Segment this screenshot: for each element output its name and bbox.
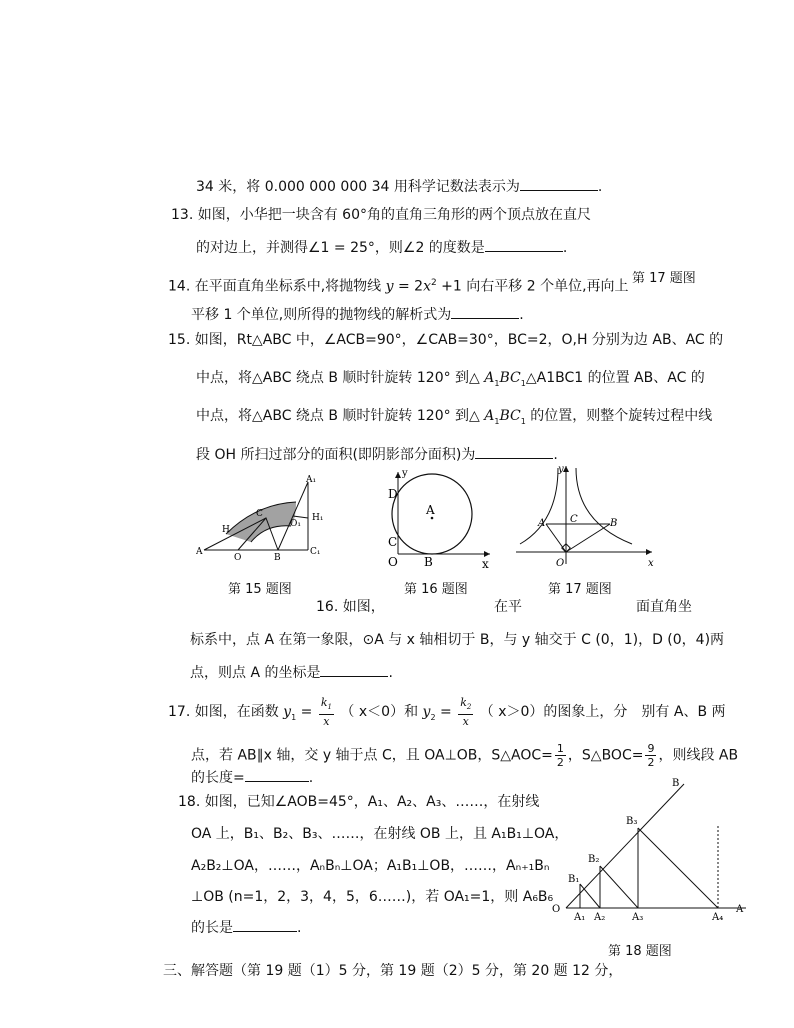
q17-line2: 点，若 AB∥x 轴，交 y 轴于点 C，且 OA⊥OB，S△AOC= $\frac{1}{2}$ ，S△BOC= $\frac{9}{2}$ ，则线段 AB (191, 742, 739, 769)
label-B1: B₁ (568, 874, 580, 885)
label-B: B (610, 518, 618, 529)
q16-head-1: 16. 如图， (316, 599, 385, 615)
label-x: x (648, 558, 654, 569)
q15-line4: 段 OH 所扫过部分的面积(即阴影部分面积)为 . (196, 444, 558, 464)
label-A: A (426, 503, 435, 517)
label-x: x (482, 557, 489, 570)
label-O: O (556, 558, 565, 569)
q18-line2: OA 上，B₁、B₂、B₃、……，在射线 OB 上，且 A₁B₁⊥OA， (191, 826, 569, 842)
answer-blank (245, 767, 309, 782)
figure-18-caption: 第 18 题图 (608, 944, 672, 959)
q18-line1: 18. 如图，已知∠AOB=45°，A₁、A₂、A₃、……，在射线 (178, 794, 540, 810)
label-O: O (552, 904, 561, 915)
label-B2: B₂ (588, 854, 600, 865)
label-A: A (736, 904, 744, 915)
fraction-9-2: $\frac{9}{2}$ (647, 742, 655, 769)
figure-15-caption: 第 15 题图 (228, 582, 292, 597)
label-A: A (196, 547, 203, 557)
label-C: C (388, 535, 398, 549)
answer-blank (485, 237, 563, 252)
label-y: y (558, 464, 564, 475)
label-B: B (274, 553, 281, 563)
q16-head-3: 面直角坐 (636, 599, 692, 615)
label-y: y (402, 468, 408, 479)
q18-line3: A₂B₂⊥OA，……，AₙBₙ⊥OA；A₁B₁⊥OB，……，Aₙ₊₁Bₙ (191, 858, 550, 874)
q16-head-2: 在平 (494, 599, 522, 615)
label-A: A (538, 518, 546, 529)
answer-blank (475, 444, 553, 459)
fraction-k2-over-x: $\frac{k_2}{x}$ (460, 696, 472, 729)
label-B: B (424, 555, 433, 569)
label-O: O (234, 553, 242, 563)
q16-line2: 标系中，点 A 在第一象限，⊙A 与 x 轴相切于 B，与 y 轴交于 C (0，1)，D (0，4)两 (190, 632, 725, 648)
q12-line: 34 米，将 0.000 000 000 34 用科学记数法表示为 . (196, 176, 602, 196)
q16-line3: 点，则点 A 的坐标是 . (190, 662, 393, 682)
label-H: H (222, 525, 230, 535)
label-C1: C₁ (310, 547, 321, 557)
label-H1: H₁ (312, 513, 324, 523)
q15-line2: 中点，将△ABC 绕点 B 顺时针旋转 120° 到△ $A_1BC_1\triangle A1BC1$ 的位置 AB、AC 的 (196, 370, 705, 388)
answer-blank (320, 662, 388, 677)
q14-side-caption: 第 17 题图 (632, 271, 696, 286)
figure-17-caption: 第 17 题图 (548, 582, 612, 597)
label-A2: A₂ (594, 912, 606, 922)
label-B3: B₃ (626, 816, 638, 827)
answer-blank (520, 176, 598, 191)
figure-15 (196, 474, 336, 564)
answer-blank (451, 304, 519, 319)
q18-line4: ⊥OB (n=1，2，3，4，5，6……)，若 OA₁=1，则 A₆B₆ (191, 889, 554, 905)
label-A3: A₃ (632, 912, 644, 922)
q17-line1: 17. 如图，在函数 $y_1$ = $\frac{k_1}{x}$ （ x＜0）和 $y_2$ = $\frac{k_2}{x}$ （ x＞0）的图象上，分 别有 A、B 两 (168, 696, 726, 729)
label-D: D (388, 487, 398, 501)
figure-16 (386, 468, 496, 570)
label-C: C (256, 509, 263, 519)
q13-line2: 的对边上，并测得∠1 = 25°，则∠2 的度数是 . (196, 237, 567, 257)
label-A4: A₄ (712, 912, 724, 922)
q17-line3: 的长度= . (191, 767, 313, 787)
label-A1: A₁ (306, 475, 317, 485)
label-C: C (570, 514, 578, 525)
label-O1: O₁ (290, 519, 301, 529)
label-A1: A₁ (574, 912, 586, 922)
section3-heading: 三、解答题（第 19 题（1）5 分，第 19 题（2）5 分，第 20 题 12 分， (163, 963, 623, 979)
q15-line1: 15. 如图，Rt△ABC 中，∠ACB=90°，∠CAB=30°，BC=2，O,H 分别为边 AB、AC 的 (168, 332, 724, 348)
q18-line5: 的长是 . (191, 917, 301, 937)
fraction-k1-over-x: $\frac{k_1}{x}$ (320, 696, 332, 729)
label-O: O (388, 555, 398, 569)
fraction-1-2: $\frac{1}{2}$ (556, 742, 564, 769)
figure-17 (512, 462, 658, 570)
q15-line3: 中点，将△ABC 绕点 B 顺时针旋转 120° 到△ $A_1BC_1$ 的位置，则整个旋转过程中线 (196, 408, 713, 426)
label-B: B (672, 778, 680, 789)
figure-16-caption: 第 16 题图 (404, 582, 468, 597)
figure-18 (546, 772, 756, 922)
answer-blank (233, 917, 297, 932)
q13-line1: 13. 如图，小华把一块含有 60°角的直角三角形的两个顶点放在直尺 (171, 207, 591, 223)
q14-line2: 平移 1 个单位,则所得的抛物线的解析式为 . (191, 304, 524, 324)
q14-line1: 14. 在平面直角坐标系中,将抛物线 $y = 2x^2 +1$ 向右平移 2 个单位,再向上 (168, 278, 629, 295)
